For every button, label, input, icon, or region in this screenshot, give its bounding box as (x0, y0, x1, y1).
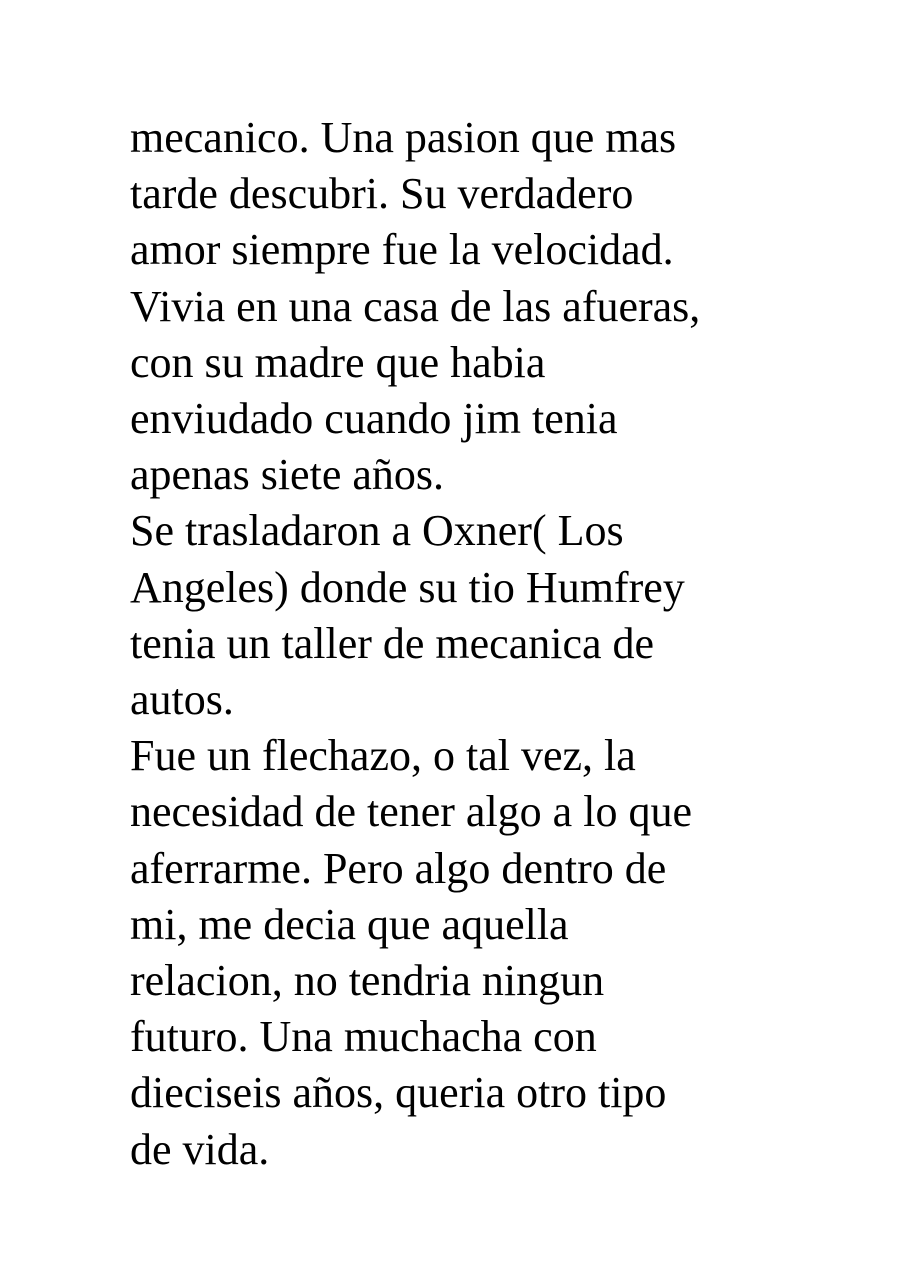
body-text (130, 110, 850, 1178)
text-line: de vida. (130, 1124, 270, 1174)
text-line: enviudado cuando jim tenia (130, 394, 618, 444)
text-line: amor siempre fue la velocidad. (130, 225, 674, 275)
text-line: con su madre que habia (130, 337, 546, 387)
text-line: Se trasladaron a Oxner( Los (130, 506, 624, 556)
text-line: tenia un taller de mecanica de (130, 618, 655, 668)
text-line: mecanico. Una pasion que mas (130, 113, 677, 162)
text-line: dieciseis años, queria otro tipo (130, 1068, 667, 1118)
text-line: Fue un flechazo, o tal vez, la (130, 731, 636, 781)
text-line: autos. (130, 675, 234, 725)
text-line: apenas siete años. (130, 450, 444, 500)
text-line: Angeles) donde su tio Humfrey (130, 562, 685, 612)
text-line: aferrarme. Pero algo dentro de (130, 843, 667, 893)
text-line: relacion, no tendria ningun (130, 956, 605, 1006)
text-line: mi, me decia que aquella (130, 899, 569, 949)
text-line: Vivia en una casa de las afueras, (130, 281, 701, 331)
text-line: necesidad de tener algo a lo que (130, 787, 692, 837)
text-line: futuro. Una muchacha con (130, 1012, 597, 1062)
text-line: tarde descubri. Su verdadero (130, 169, 634, 219)
